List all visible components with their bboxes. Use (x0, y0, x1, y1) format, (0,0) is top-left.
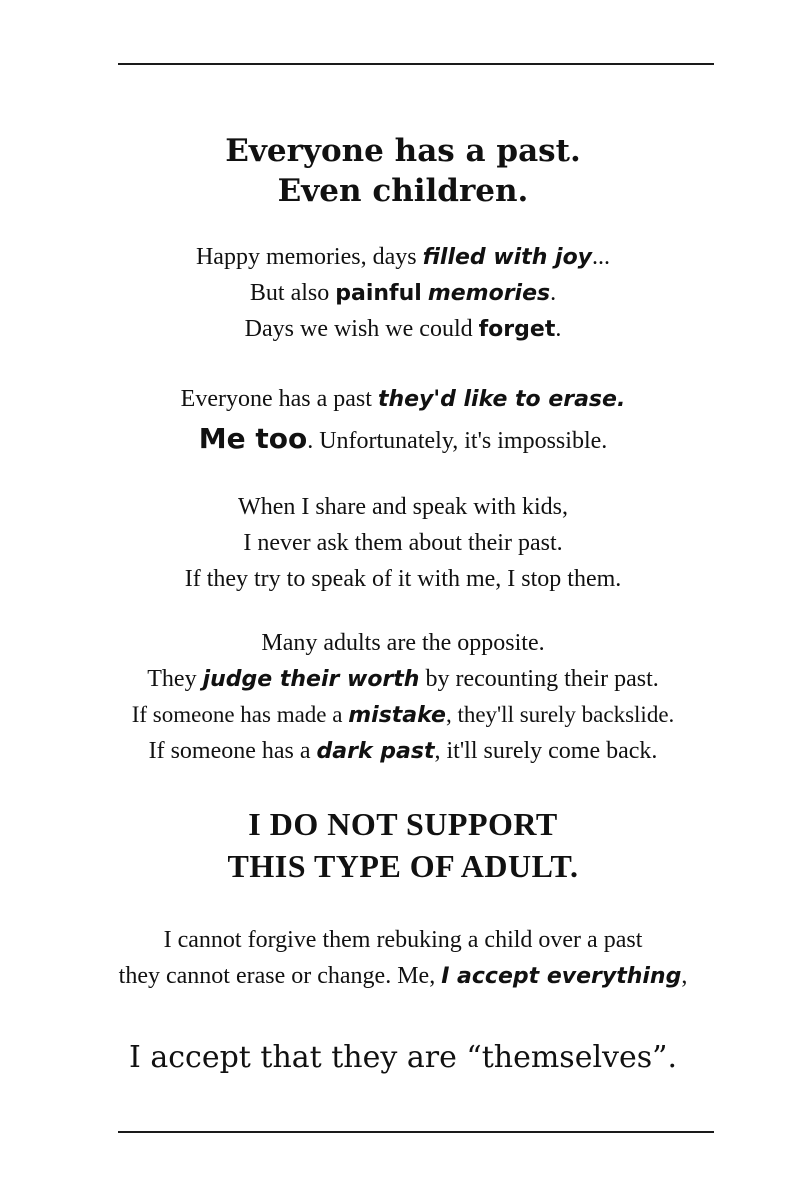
text-run: ... (592, 244, 611, 270)
para1-line-3 (0, 317, 806, 341)
emphasis: judge their worth (202, 667, 420, 692)
text-run: by recounting their past. (419, 666, 659, 692)
text-run: If someone has made a (131, 702, 349, 727)
para3-line-3: If they try to speak of it with me, I stop them. (184, 566, 622, 592)
text-run: Days we wish we could (244, 316, 479, 342)
shout-line-2: THIS TYPE OF ADULT. (227, 848, 579, 884)
para2-line-1 (0, 387, 806, 411)
para1-line-1 (0, 245, 806, 269)
shout-line-1: I DO NOT SUPPORT (248, 806, 558, 842)
text-run: . Unfortunately, it's impossible. (307, 428, 608, 454)
text-run: Everyone has a past (180, 386, 378, 412)
text-run: , (681, 963, 688, 989)
text-run: . (555, 316, 562, 342)
emphasis: they'd like to erase. (377, 387, 626, 412)
para1-line-2 (0, 281, 806, 305)
para4-line-1: Many adults are the opposite. (261, 630, 545, 656)
text-run: They (147, 666, 203, 692)
para4-line-4 (0, 739, 806, 763)
closing-line: I accept that they are “themselves”. (128, 1040, 678, 1075)
emphasis: mistake (348, 703, 446, 728)
heading-line-1: Everyone has a past. (225, 133, 581, 169)
text-run: , it'll surely come back. (434, 738, 658, 764)
heading-line-2: Even children. (277, 173, 529, 209)
emphasis: filled with joy (422, 245, 593, 270)
emphasis: dark past (316, 739, 435, 764)
strong-text: painful (335, 281, 422, 306)
text-run: they cannot erase or change. Me, (118, 963, 442, 989)
big-text: Me too (198, 422, 308, 455)
text-run: But also (249, 280, 336, 306)
para4-line-3 (0, 703, 806, 727)
emphasis: memories (427, 281, 551, 306)
text-run: . (550, 280, 557, 306)
strong-text: forget (478, 317, 556, 342)
para4-line-2 (0, 667, 806, 691)
para3-line-2: I never ask them about their past. (243, 530, 563, 556)
para3-line-1: When I share and speak with kids, (238, 494, 568, 520)
text-run: If someone has a (148, 738, 317, 764)
para2-line-2 (0, 422, 806, 455)
top-divider (118, 63, 714, 65)
text-run: Happy memories, days (195, 244, 423, 270)
bottom-divider (118, 1131, 714, 1133)
emphasis: I accept everything (441, 964, 682, 989)
para5-line-2 (0, 964, 806, 988)
para5-line-1: I cannot forgive them rebuking a child over a past (163, 927, 643, 953)
text-run: , they'll surely backslide. (445, 702, 675, 727)
